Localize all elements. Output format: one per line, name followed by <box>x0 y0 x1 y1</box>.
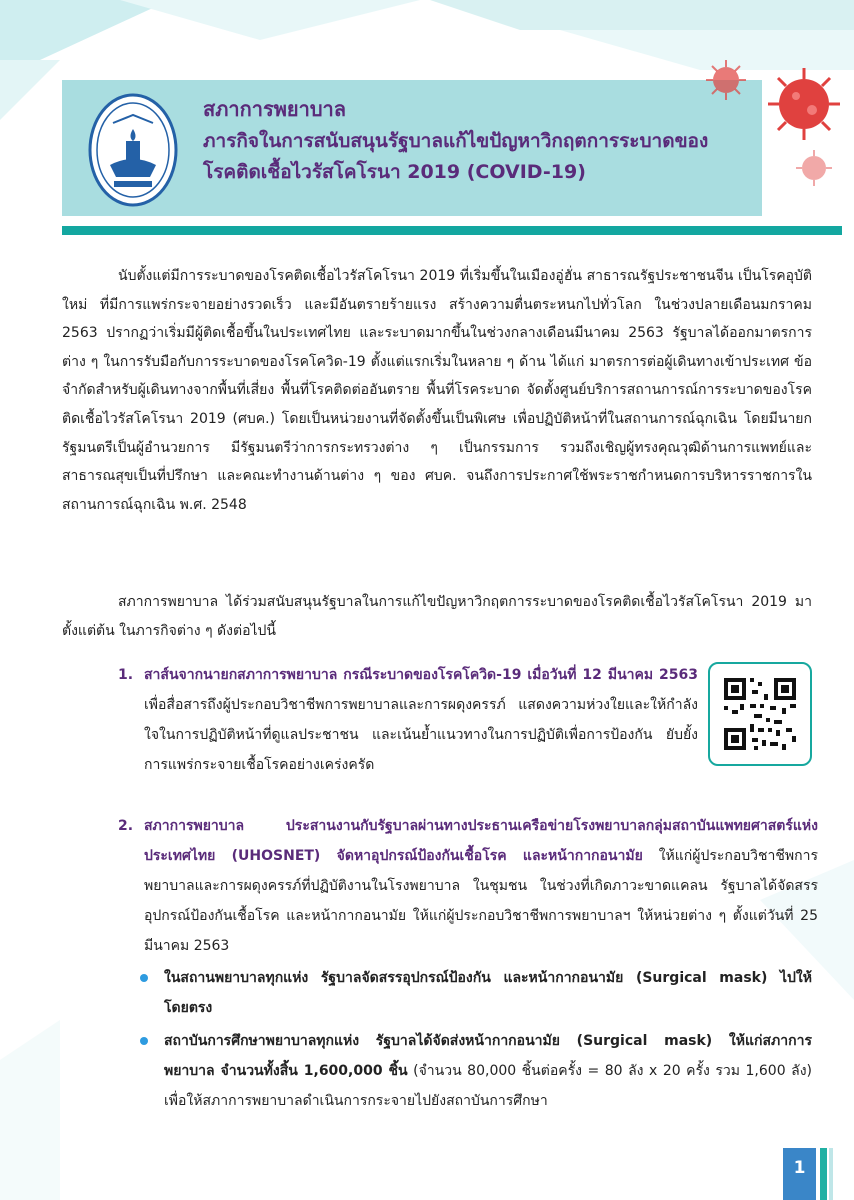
bullet-icon <box>140 1037 148 1045</box>
bullet-item <box>140 1026 812 1116</box>
item-heading: สภาการพยาบาล ประสานงานกับรัฐบาลผ่านทางประธานเครือข่ายโรงพยาบาลกลุ่มสถาบันแพทยศาสตร์แห่งประเทศไทย (UHOSNET) จัดหาอุปกรณ์ป้องกันเชื้อโรค และหน้ากากอนามัย <box>144 818 818 864</box>
list-item <box>118 811 818 961</box>
page-title: สภาการพยาบาล <box>203 97 347 121</box>
bullet-bold-text: สถาบันการศึกษาพยาบาลทุกแห่ง รัฐบาลได้จัดส่งหน้ากากอนามัย (Surgical mask) ให้แก่สภาการพยาบาล จำนวนทั้งสิ้น 1,600,000 ชิ้น <box>164 1033 812 1079</box>
virus-icon <box>794 148 834 188</box>
virus-icon <box>704 58 748 102</box>
bullet-bold-text: ในสถานพยาบาลทุกแห่ง รัฐบาลจัดสรรอุปกรณ์ป้องกัน และหน้ากากอนามัย (Surgical mask) ไปให้โดยตรง <box>164 970 812 1016</box>
page-subtitle <box>203 126 783 188</box>
item-number: 2. <box>118 818 134 834</box>
virus-icon <box>766 66 842 142</box>
page-stripe <box>820 1148 827 1200</box>
item-body <box>144 811 818 961</box>
item-text: ให้แก่ผู้ประกอบวิชาชีพการพยาบาลและการผดุงครรภ์ที่ปฏิบัติงานในโรงพยาบาล ในชุมชน ในช่วงที่เกิดภาวะขาดแคลน รัฐบาลได้จัดสรรอุปกรณ์ป้องกันเชื้อโรค และหน้ากากอนามัย ให้แก่ผู้ประกอบวิชาชีพการพยาบาลฯ ให้หน่วยต่าง ๆ ตั้งแต่วันที่ 25 มีนาคม 2563 <box>144 848 818 954</box>
qr-code-graphic <box>710 664 810 764</box>
nursing-council-logo <box>88 93 178 208</box>
bullet-plain-text: (จำนวน 80,000 ชิ้นต่อครั้ง = 80 ลัง x 20 ครั้ง รวม 1,600 ลัง) เพื่อให้สภาการพยาบาลดำเนินการกระจายไปยังสถาบันการศึกษา <box>164 1063 813 1109</box>
item-text: เพื่อสื่อสารถึงผู้ประกอบวิชาชีพการพยาบาลและการผดุงครรภ์ แสดงความห่วงใยและให้กำลังใจในการปฏิบัติหน้าที่ดูแลประชาชน และเน้นย้ำแนวทางในการปฏิบัติเพื่อการป้องกัน ยับยั้งการแพร่กระจายเชื้อโรคอย่างเคร่งครัด <box>144 697 698 773</box>
list-item <box>118 660 698 780</box>
header-divider <box>62 226 842 235</box>
bullet-text <box>164 1026 812 1116</box>
item-number: 1. <box>118 667 134 683</box>
bullet-item <box>140 963 812 1023</box>
mission-intro-paragraph: สภาการพยาบาล ได้ร่วมสนับสนุนรัฐบาลในการแก้ไขปัญหาวิกฤตการระบาดของโรคติดเชื้อไวรัสโคโรนา 2019 มาตั้งแต่ต้น ในภารกิจต่าง ๆ ดังต่อไปนี้ <box>62 594 812 639</box>
intro-paragraph: นับตั้งแต่มีการระบาดของโรคติดเชื้อไวรัสโคโรนา 2019 ที่เริ่มขึ้นในเมืองอู่ฮั่น สาธารณรัฐประชาชนจีน เป็นโรคอุบัติใหม่ ที่มีการแพร่กระจายอย่างรวดเร็ว และมีอันตรายร้ายแรง สร้างความตื่นตระหนกไปทั่วโลก ในช่วงปลายเดือนมกราคม 2563 ปรากฏว่าเริ่มมีผู้ติดเชื้อขึ้นในประเทศไทย และระบาดมากขึ้นในช่วงกลางเดือนมีนาคม 2563 รัฐบาลได้ออกมาตรการต่าง ๆ ในการรับมือกับการระบาดของโรคโควิด-19 ตั้งแต่แรกเริ่มในหลาย ๆ ด้าน ได้แก่ มาตรการต่อผู้เดินทางเข้าประเทศ ข้อจำกัดสำหรับผู้เดินทางจากพื้นที่เสี่ยง พื้นที่โรคติดต่ออันตราย พื้นที่โรคระบาด จัดตั้งศูนย์บริการสถานการณ์การระบาดของโรคติดเชื้อไวรัสโคโรนา 2019 (ศบค.) โดยเป็นหน่วยงานที่จัดตั้งขึ้นเป็นพิเศษ เพื่อปฏิบัติหน้าที่ในสถานการณ์ฉุกเฉิน โดยมีนายกรัฐมนตรีเป็นผู้อำนวยการ มีรัฐมนตรีว่าการกระทรวงต่าง ๆ เป็นกรรมการ รวมถึงเชิญผู้ทรงคุณวุฒิด้านการแพทย์และสาธารณสุขเป็นที่ปรึกษา และคณะทำงานด้านต่าง ๆ ของ ศบค. จนถึงการประกาศใช้พระราชกำหนดการบริหารราชการในสถานการณ์ฉุกเฉิน พ.ศ. 2548 <box>62 268 812 513</box>
qr-code-icon[interactable] <box>708 662 812 766</box>
item-heading: สาส์นจากนายกสภาการพยาบาล กรณีระบาดของโรคโควิด-19 เมื่อวันที่ 12 มีนาคม 2563 <box>144 667 698 683</box>
bullet-text <box>164 963 812 1023</box>
item-body <box>144 660 698 780</box>
page-number: 1 <box>783 1148 816 1200</box>
bullet-icon <box>140 974 148 982</box>
page-stripe <box>829 1148 833 1200</box>
subtitle-line-2: โรคติดเชื้อไวรัสโคโรนา 2019 (COVID-19) <box>203 161 586 183</box>
subtitle-line-1: ภารกิจในการสนับสนุนรัฐบาลแก้ไขปัญหาวิกฤตการระบาดของ <box>203 130 709 152</box>
